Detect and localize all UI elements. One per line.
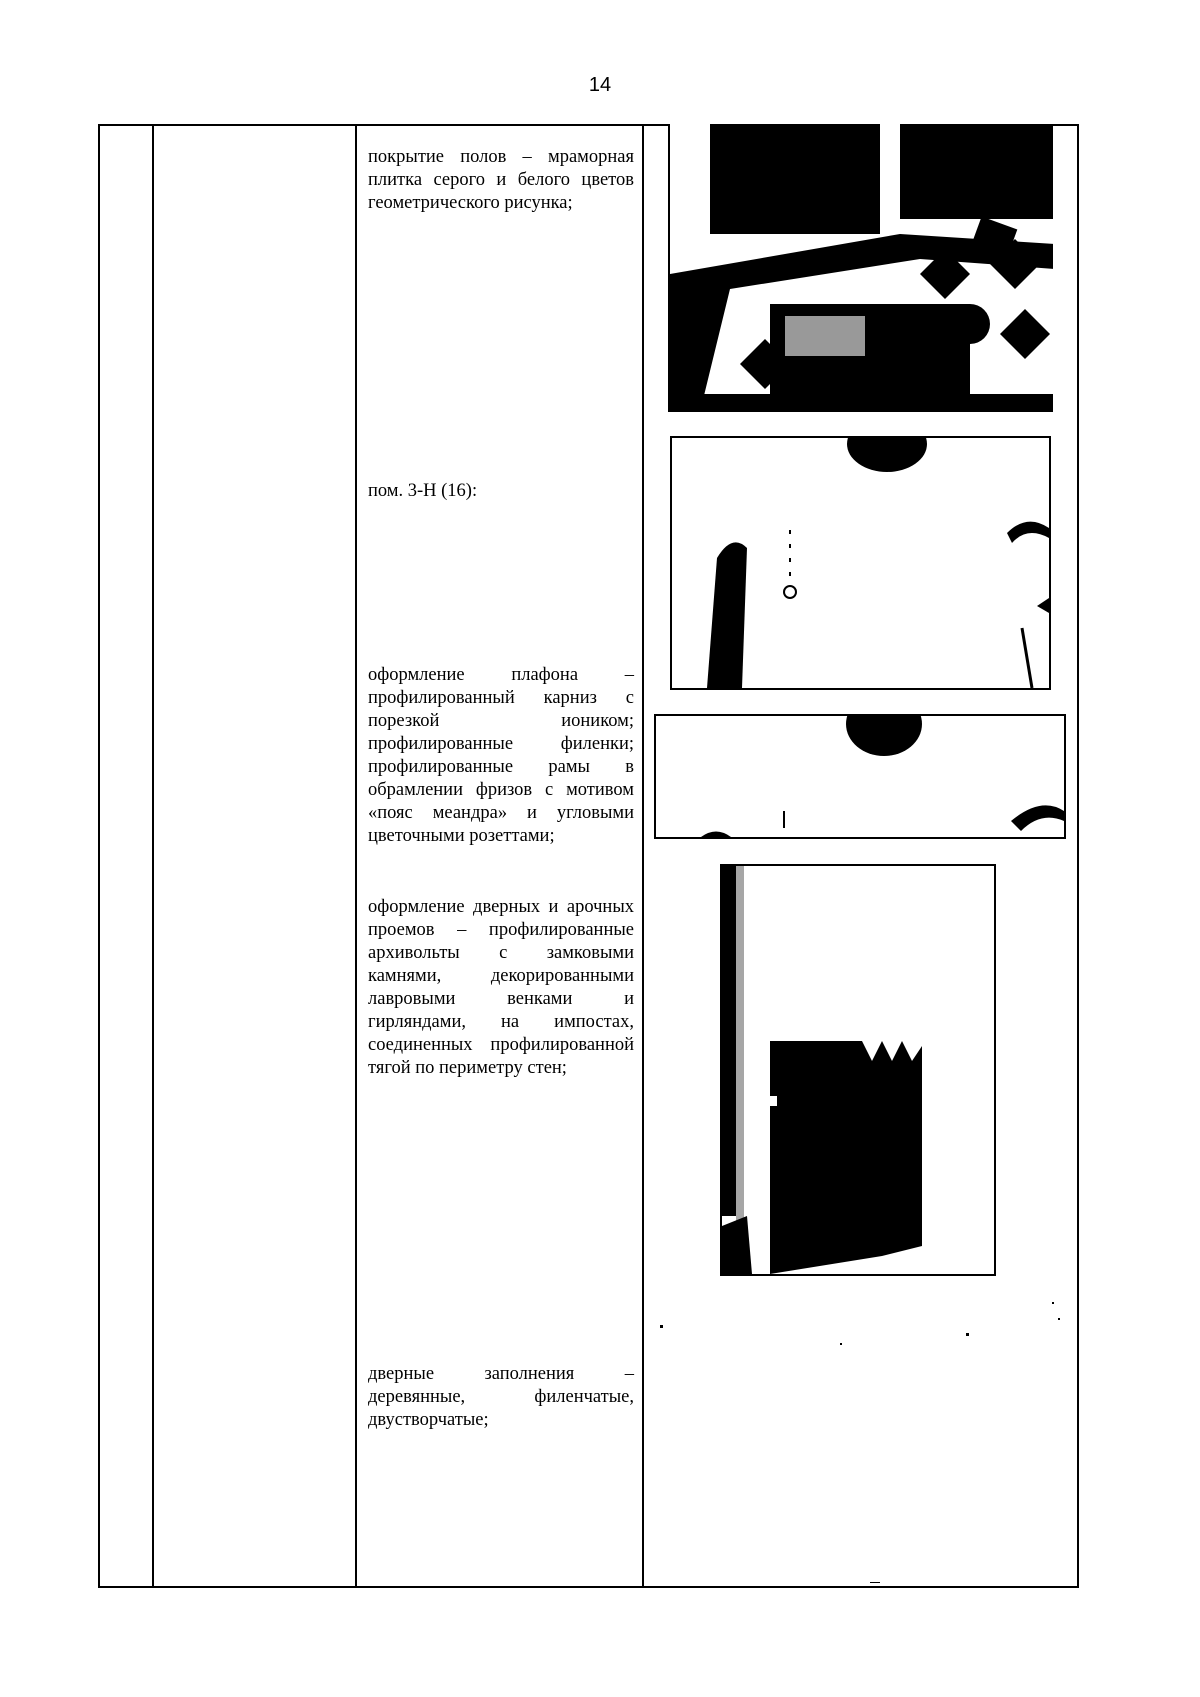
scan-speck (840, 1343, 842, 1345)
floor-marble-photo (668, 124, 1053, 412)
floor-description: покрытие полов – мраморная плитка серого и белого цветов геометрического рисунка; (368, 147, 634, 213)
page-number: 14 (588, 74, 612, 96)
doorway-description: оформление дверных и арочных проемов – профилированные архивольты с замковыми камнями, декорированными лавровыми венками и гирляндами, на импостах, соединенных профилированной тягой по периметру стен; (368, 897, 634, 1078)
door-fill-description: дверные заполнения – деревянные, филенчатые, двустворчатые; (368, 1364, 634, 1430)
arch-doorway-photo (720, 864, 996, 1276)
ceiling-detail-photo (654, 714, 1066, 839)
scan-speck (966, 1333, 969, 1336)
ceiling-photo (670, 436, 1051, 690)
scan-speck (660, 1325, 663, 1328)
scan-speck (870, 1582, 880, 1583)
column-divider-2 (355, 126, 357, 1586)
ceiling-description: оформление плафона – профилированный карниз с порезкой иоником; профилированные филенки; профилированные рамы в обрамлении фризов с мотивом «пояс меандра» и угловыми цветочными розеттами; (368, 665, 634, 846)
column-divider-3 (642, 126, 644, 1586)
scan-speck (1058, 1318, 1060, 1320)
column-divider-1 (152, 126, 154, 1586)
room-label: пом. 3-Н (16): (368, 481, 478, 501)
scan-speck (1052, 1302, 1054, 1304)
